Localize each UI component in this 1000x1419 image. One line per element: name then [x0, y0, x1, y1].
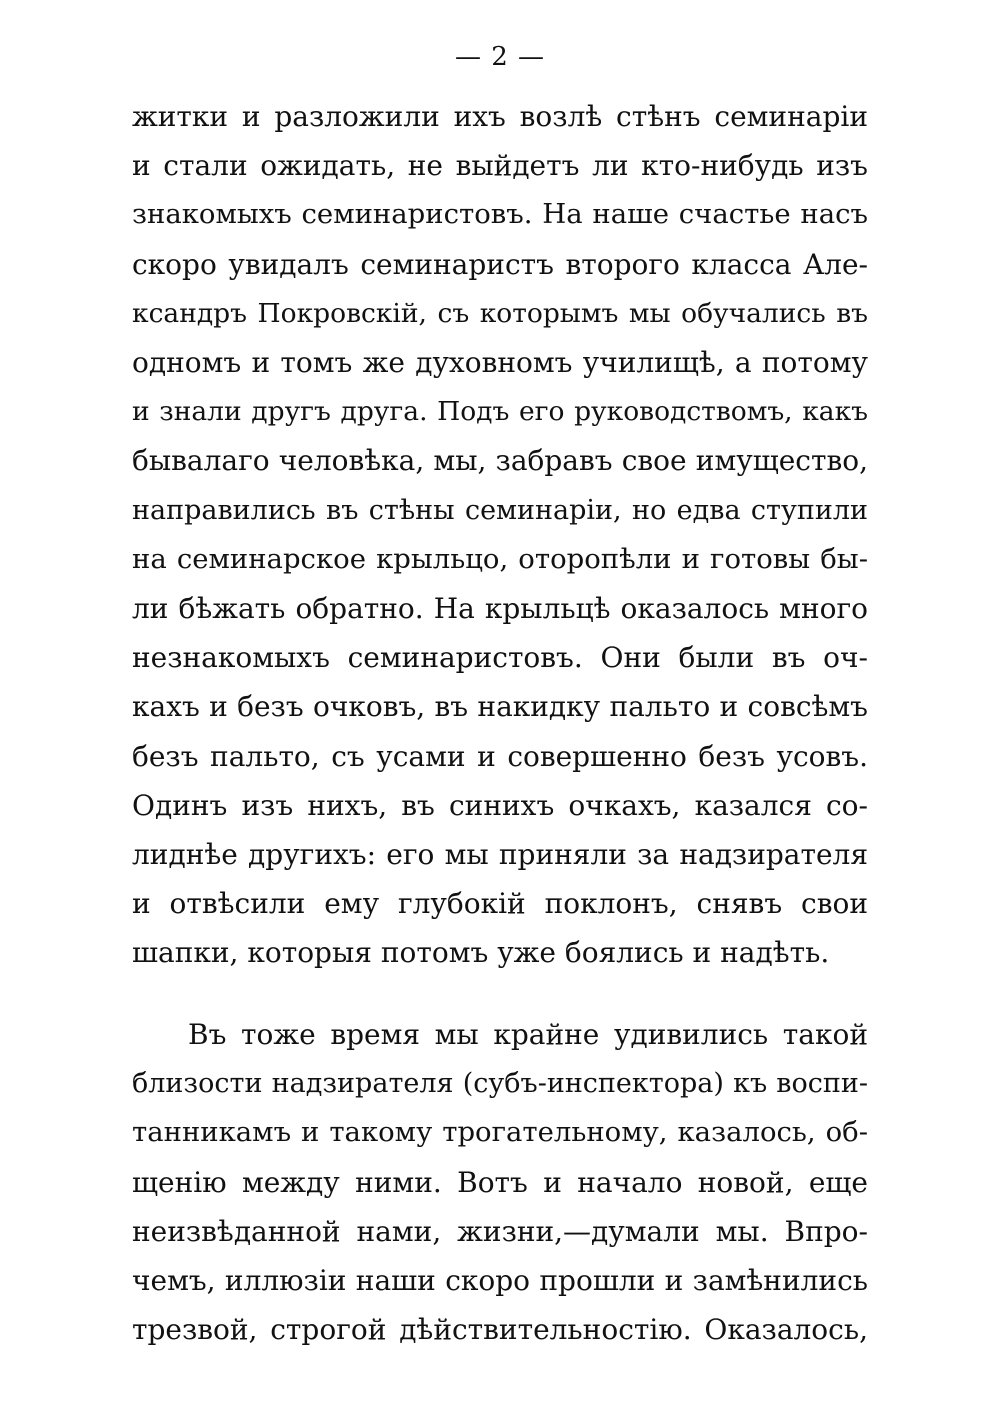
text-line: Въ тоже время мы крайне удивились такой: [188, 1018, 868, 1051]
text-line: знакомыхъ семинаристовъ. На наше счастье насъ: [132, 198, 868, 231]
paragraph-2: [132, 1010, 868, 1354]
text-line: и знали другъ друга. Подъ его руководствомъ, какъ: [132, 396, 868, 428]
text-line: безъ пальто, съ усами и совершенно безъ усовъ.: [132, 739, 868, 773]
paragraph-1: [132, 92, 868, 978]
text-line: незнакомыхъ семинаристовъ. Они были въ оч-: [132, 641, 868, 675]
text-line: бывалаго человѣка, мы, забравъ свое имущество,: [132, 444, 868, 478]
text-line: и отвѣсили ему глубокій поклонъ, снявъ свои: [132, 887, 868, 921]
text-line: чемъ, иллюзіи наши скоро прошли и замѣнились: [132, 1264, 868, 1298]
text-line: ксандръ Покровскій, съ которымъ мы обучались въ: [132, 297, 868, 329]
text-line: направились въ стѣны семинаріи, но едва ступили: [132, 494, 868, 526]
page-number: — 2 —: [454, 42, 546, 72]
text-line: трезвой, строгой дѣйствительностію. Оказалось,: [132, 1313, 868, 1347]
text-line: Одинъ изъ нихъ, въ синихъ очкахъ, казался со-: [132, 788, 868, 822]
text-line: на семинарское крыльцо, оторопѣли и готовы бы-: [132, 542, 868, 575]
text-line: одномъ и томъ же духовномъ училищѣ, а потому: [132, 346, 868, 380]
text-line: неизвѣданной нами, жизни,—думали мы. Впро-: [132, 1214, 868, 1248]
text-line: шапки, которыя потомъ уже боялись и надѣть.: [132, 936, 830, 970]
text-line: лиднѣе другихъ: его мы приняли за надзирателя: [132, 838, 868, 872]
text-line: кахъ и безъ очковъ, въ накидку пальто и совсѣмъ: [132, 690, 868, 724]
text-line: скоро увидалъ семинаристъ второго класса Але-: [132, 247, 868, 281]
text-line: и стали ожидать, не выйдетъ ли кто-нибудь изъ: [132, 149, 868, 183]
text-line: ли бѣжать обратно. На крыльцѣ оказалось много: [132, 592, 868, 626]
text-line: житки и разложили ихъ возлѣ стѣнъ семинаріи: [132, 100, 868, 133]
text-line: танникамъ и такому трогательному, казалось, об-: [132, 1116, 868, 1149]
text-line: близости надзирателя (субъ-инспектора) къ воспи-: [132, 1068, 868, 1100]
text-line: щенію между ними. Вотъ и начало новой, еще: [132, 1165, 868, 1199]
